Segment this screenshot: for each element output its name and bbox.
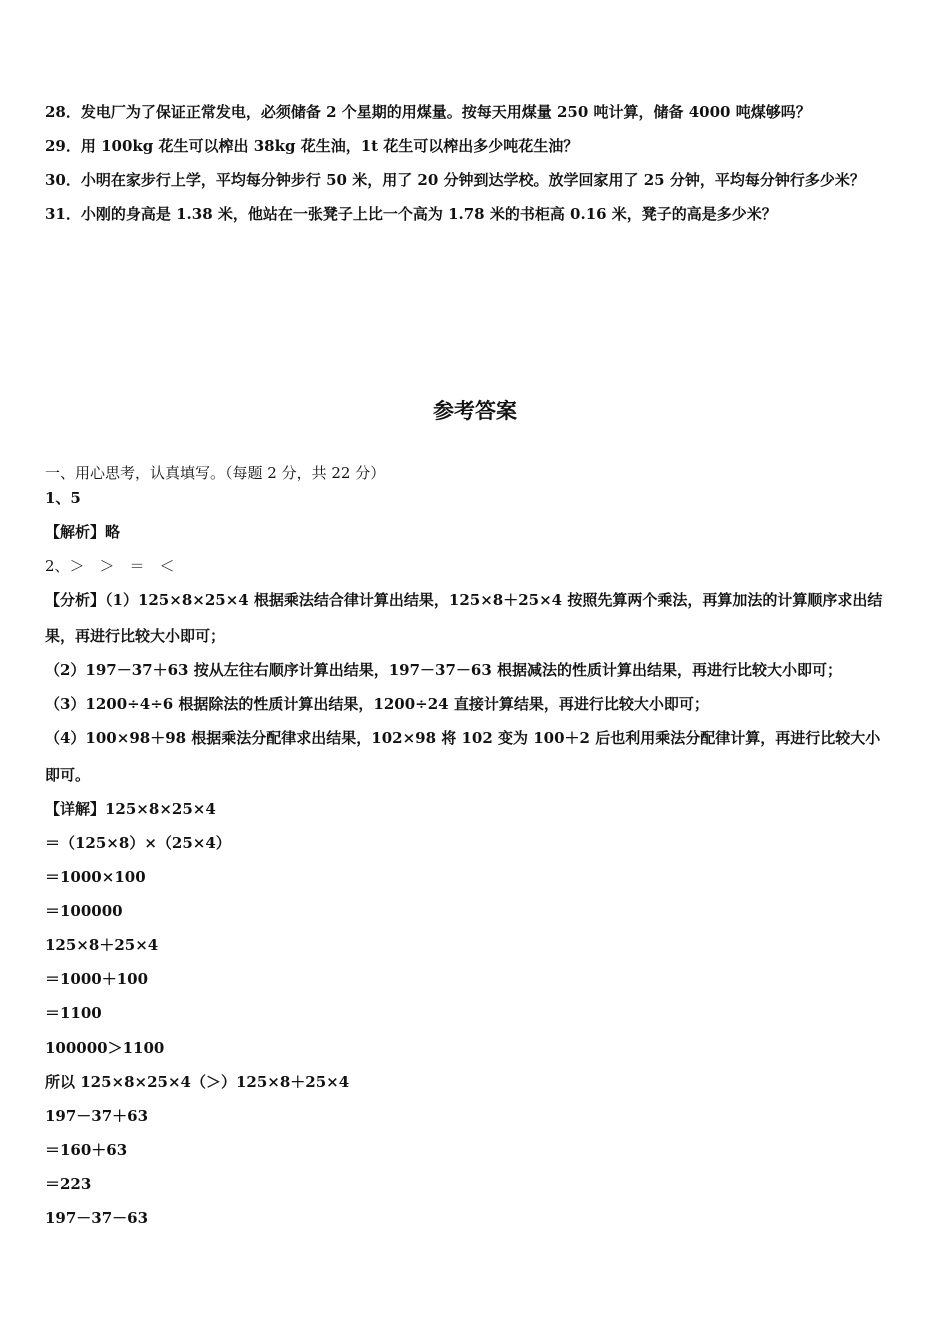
question-30: 30．小明在家步行上学，平均每分钟步行 50 米，用了 20 分钟到达学校。放学回家用了 25 分钟，平均每分钟行多少米？	[45, 171, 865, 189]
detail-line: ＝1000＋100	[45, 970, 149, 988]
section-heading: 一、用心思考，认真填写。（每题 2 分，共 22 分）	[45, 464, 386, 482]
question-31: 31．小刚的身高是 1.38 米，他站在一张凳子上比一个高为 1.78 米的书柜高 0.16 米，凳子的高是多少米？	[45, 205, 777, 223]
analysis-line-1: 【分析】（1）125×8×25×4 根据乘法结合律计算出结果，125×8＋25×4 按照先算两个乘法，再算加法的计算顺序求出结	[45, 591, 883, 609]
detail-line: ＝100000	[45, 902, 123, 920]
detail-line: ＝223	[45, 1175, 92, 1193]
detail-line: ＝（125×8）×（25×4）	[45, 834, 231, 852]
answer-2: 2、＞ ＞ ＝ ＜	[45, 557, 175, 575]
analysis-line-3: （2）197－37＋63 按从左往右顺序计算出结果，197－37－63 根据减法的性质计算出结果，再进行比较大小即可；	[45, 661, 843, 679]
detail-line: ＝160＋63	[45, 1141, 128, 1159]
analysis-line-4: （3）1200÷4÷6 根据除法的性质计算出结果，1200÷24 直接计算结果，再进行比较大小即可；	[45, 695, 709, 713]
detail-line: ＝1000×100	[45, 868, 146, 886]
answer-title: 参考答案	[433, 399, 517, 423]
detail-line: 125×8＋25×4	[45, 936, 159, 954]
answer-1-analysis: 【解析】略	[45, 523, 121, 541]
detail-line: 197－37＋63	[45, 1107, 149, 1125]
detail-line: 所以 125×8×25×4（＞）125×8＋25×4	[45, 1073, 350, 1091]
detail-line: 100000＞1100	[45, 1039, 165, 1057]
question-28: 28．发电厂为了保证正常发电，必须储备 2 个星期的用煤量。按每天用煤量 250 吨计算，储备 4000 吨煤够吗？	[45, 103, 811, 121]
detail-line: 197－37－63	[45, 1209, 149, 1227]
analysis-line-5: （4）100×98＋98 根据乘法分配律求出结果，102×98 将 102 变为 100＋2 后也利用乘法分配律计算，再进行比较大小	[45, 729, 881, 747]
analysis-line-6: 即可。	[45, 766, 91, 784]
analysis-line-2: 果，再进行比较大小即可；	[45, 627, 226, 645]
detail-line: ＝1100	[45, 1004, 102, 1022]
answer-1: 1、5	[45, 489, 81, 507]
detail-line: 【详解】125×8×25×4	[45, 800, 216, 818]
question-29: 29．用 100kg 花生可以榨出 38kg 花生油，1t 花生可以榨出多少吨花生油？	[45, 137, 579, 155]
